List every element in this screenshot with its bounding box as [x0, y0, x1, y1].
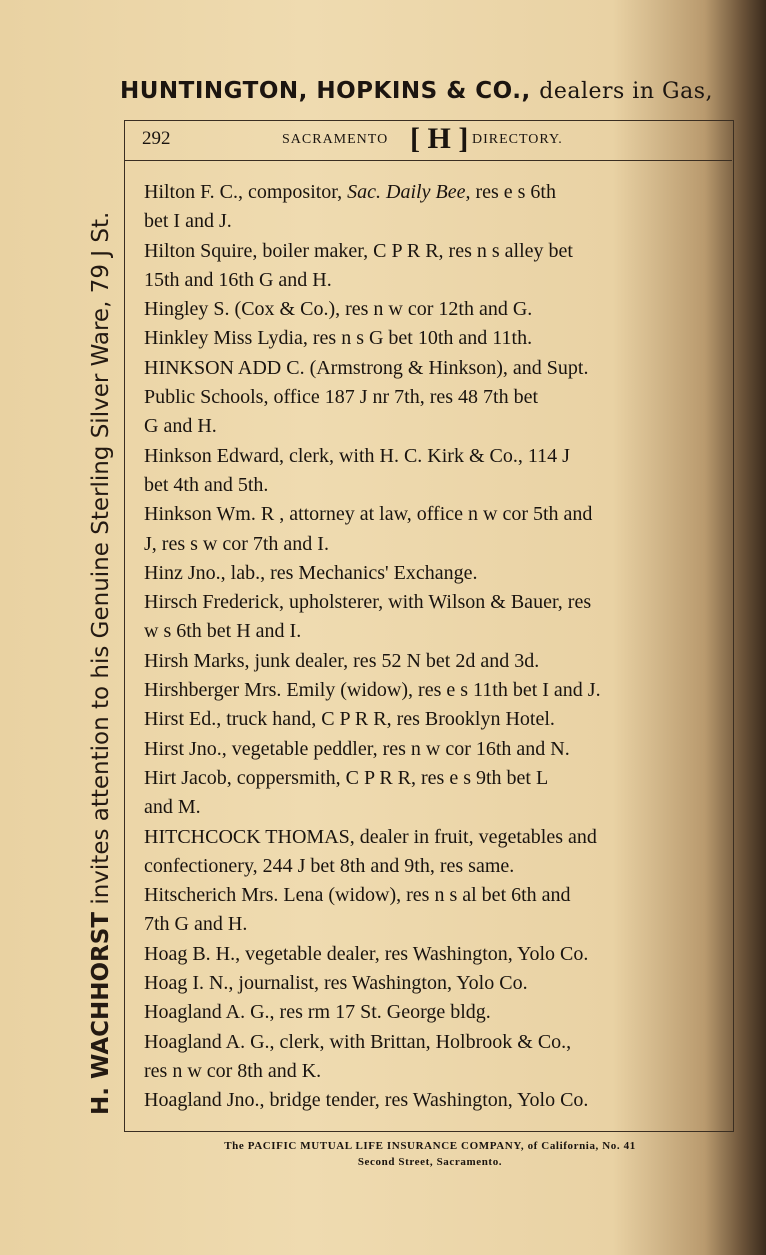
directory-entry: Hoag I. N., journalist, res Washington, Yolo Co.: [144, 972, 528, 995]
side-advertisement: [84, 115, 118, 1115]
directory-entries: [144, 178, 724, 1116]
directory-entry: Hirsh Marks, junk dealer, res 52 N bet 2d and 3d.: [144, 649, 540, 672]
directory-entry: Hinkson Wm. R , attorney at law, office n w cor 5th and J, res s w cor 7th and I.: [144, 503, 593, 555]
running-head-directory: DIRECTORY.: [472, 132, 563, 147]
directory-entry: Hirst Ed., truck hand, C P R R, res Brooklyn Hotel.: [144, 708, 555, 731]
side-ad-name: H. WACHHORST: [88, 911, 114, 1115]
running-head-letter: [ H ]: [410, 122, 469, 155]
footer-line-2: Second Street, Sacramento.: [357, 1156, 503, 1168]
running-head-city: SACRAMENTO: [282, 132, 389, 147]
footer-advertisement: [130, 1138, 730, 1170]
directory-entry: Hirst Jno., vegetable peddler, res n w cor 16th and N.: [144, 737, 570, 760]
directory-entry: Hirt Jacob, coppersmith, C P R R, res e s 9th bet L and M.: [144, 766, 549, 819]
directory-entry: Hirsch Frederick, upholsterer, with Wilson & Bauer, res w s 6th bet H and I.: [144, 591, 592, 643]
directory-entry: Hoagland A. G., res rm 17 St. George bldg.: [144, 1001, 491, 1024]
directory-entry: Hilton F. C., compositor, Sac. Daily Bee, res e s 6th bet I and J.: [144, 181, 556, 233]
directory-entry: Hilton Squire, boiler maker, C P R R, res n s alley bet 15th and 16th G and H.: [144, 239, 573, 291]
directory-entry: HITCHCOCK THOMAS, dealer in fruit, vegetables and confectionery, 244 J bet 8th and 9th, res same.: [144, 825, 597, 877]
directory-entry: Hinkson Edward, clerk, with H. C. Kirk & Co., 114 J bet 4th and 5th.: [144, 444, 570, 496]
directory-entry: Hoag B. H., vegetable dealer, res Washington, Yolo Co.: [144, 942, 589, 965]
directory-entry: Hitscherich Mrs. Lena (widow), res n s al bet 6th and 7th G and H.: [144, 884, 571, 936]
page-number: 292: [142, 128, 171, 149]
header-title: HUNTINGTON, HOPKINS & CO.,: [120, 78, 531, 104]
directory-entry: Hoagland Jno., bridge tender, res Washington, Yolo Co.: [144, 1089, 589, 1112]
top-advertisement-header: [120, 78, 713, 104]
directory-entry: Hirshberger Mrs. Emily (widow), res e s 11th bet I and J.: [144, 679, 601, 702]
directory-entry: Hoagland A. G., clerk, with Brittan, Holbrook & Co., res n w cor 8th and K.: [144, 1030, 572, 1082]
header-continuation: dealers in Gas,: [539, 79, 713, 104]
side-ad-text: invites attention to his Genuine Sterling Silver Ware, 79 J St.: [88, 211, 114, 905]
directory-entry: Hinz Jno., lab., res Mechanics' Exchange.: [144, 561, 478, 584]
directory-entry: Hinkley Miss Lydia, res n s G bet 10th and 11th.: [144, 327, 533, 350]
directory-entry: HINKSON ADD C. (Armstrong & Hinkson), and Supt. Public Schools, office 187 J nr 7th, res 48 7th bet G and H.: [144, 356, 589, 438]
footer-line-1: The PACIFIC MUTUAL LIFE INSURANCE COMPANY, of California, No. 41: [224, 1140, 636, 1152]
header-rule: [124, 160, 732, 161]
directory-entry: Hingley S. (Cox & Co.), res n w cor 12th and G.: [144, 298, 533, 321]
